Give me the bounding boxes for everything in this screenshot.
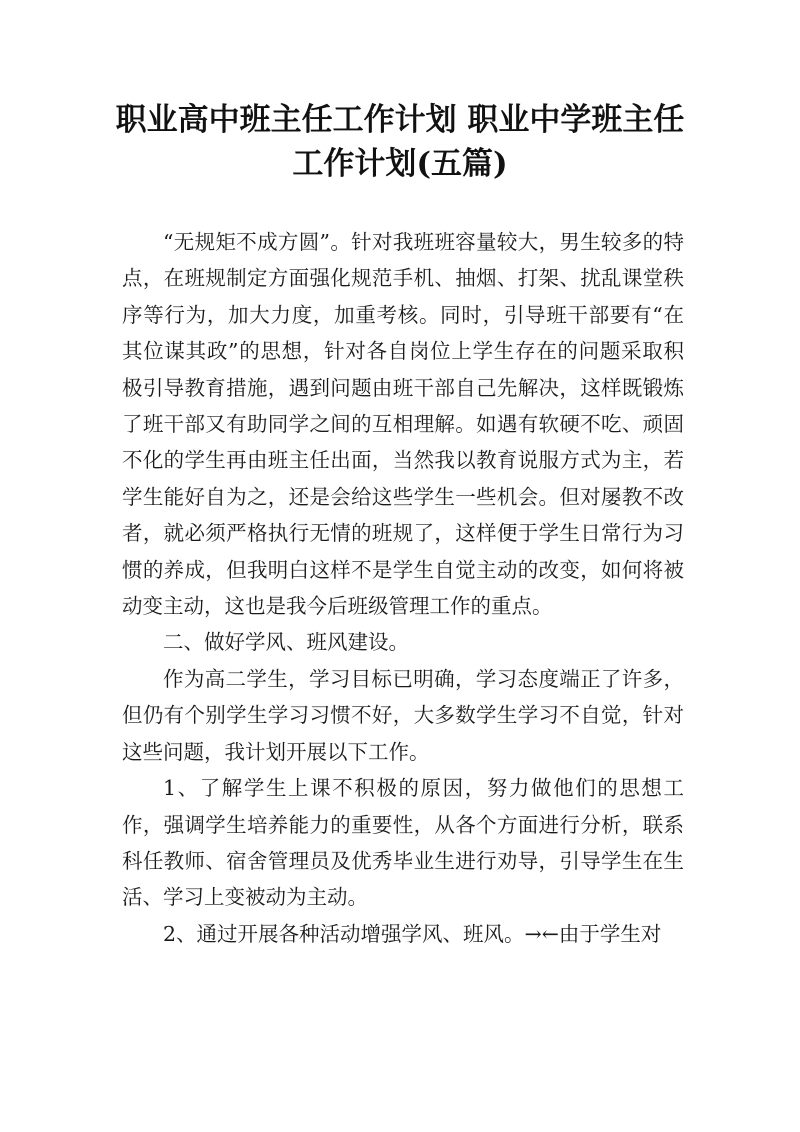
document-title: 职业高中班主任工作计划 职业中学班主任工作计划(五篇)	[115, 102, 685, 182]
paragraph-class-rules: “无规矩不成方圆”。针对我班班容量较大，男生较多的特点，在班规制定方面强化规范手机、抽烟、打架、扰乱课堂秩序等行为，加大力度，加重考核。同时，引导班干部要有“在其位谋其政”的思想，针对各自岗位上学生存在的问题采取积极引导教育措施，遇到问题由班干部自己先解决，这样既锻炼了班干部又有助同学之间的互相理解。如遇有软硬不吃、顽固不化的学生再由班主任出面，当然我以教育说服方式为主，若学生能好自为之，还是会给这些学生一些机会。但对屡教不改者，就必须严格执行无情的班规了，这样便于学生日常行为习惯的养成，但我明白这样不是学生自觉主动的改变，如何将被动变主动，这也是我今后班级管理工作的重点。	[122, 230, 684, 619]
document-body	[122, 224, 684, 952]
paragraph-item-2: 2、通过开展各种活动增强学风、班风。→←由于学生对	[163, 921, 662, 946]
paragraph-section-heading: 二、做好学风、班风建设。	[163, 630, 409, 655]
paragraph-item-1: 1、了解学生上课不积极的原因，努力做他们的思想工作，强调学生培养能力的重要性，从各个方面进行分析，联系科任教师、宿舍管理员及优秀毕业生进行劝导，引导学生在生活、学习上变被动为主动。	[122, 776, 684, 910]
paragraph-study-attitude: 作为高二学生，学习目标已明确，学习态度端正了许多，但仍有个别学生学习习惯不好，大多数学生学习不自觉，针对这些问题，我计划开展以下工作。	[122, 666, 684, 764]
